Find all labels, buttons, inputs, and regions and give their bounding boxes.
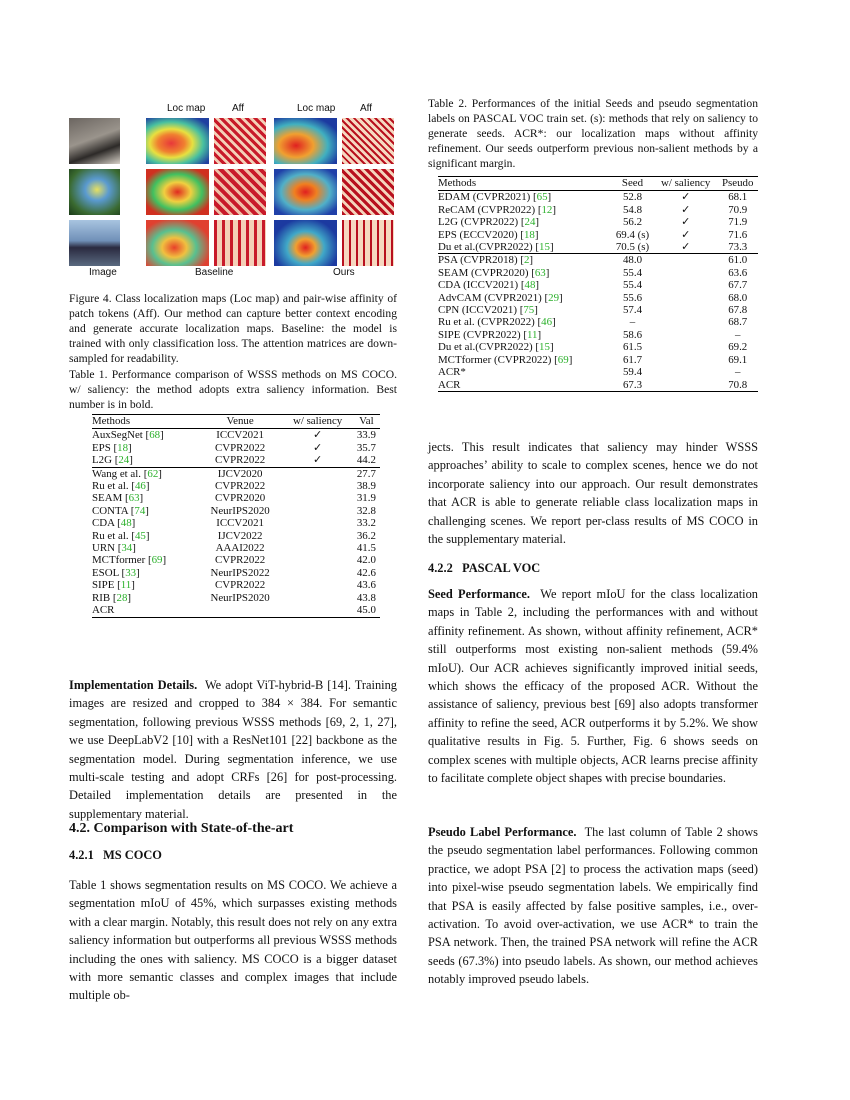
t1-row xyxy=(92,517,380,529)
t2-row xyxy=(438,254,758,267)
fig4-baseline-aff-person xyxy=(214,220,266,266)
t2-name: SEAM (CVPR2020) [63] xyxy=(438,266,550,279)
t1-val: 35.7 xyxy=(356,441,376,454)
t2-name: Du et al.(CVPR2022) [15] xyxy=(438,241,554,254)
t2-citation-link[interactable]: 75 xyxy=(523,304,535,317)
t2-pseudo: 67.8 xyxy=(728,304,748,317)
t1-venue: NeurIPS2022 xyxy=(210,566,270,579)
t2-sal xyxy=(654,279,718,291)
t2-citation-link[interactable]: 48 xyxy=(524,279,536,292)
fig4-image-person xyxy=(69,220,120,266)
t2-seed: 54.8 xyxy=(622,203,643,216)
t1-sal xyxy=(282,517,352,529)
t2-method-name: Du et al.(CVPR2022) xyxy=(438,341,533,354)
t1-sal: ✓ xyxy=(313,441,323,454)
fig4-baseline-locmap-cat xyxy=(146,118,209,164)
t1-val: 36.2 xyxy=(356,529,376,542)
t1-row xyxy=(92,480,380,492)
t1-method-name: SIPE xyxy=(92,579,115,592)
t1-sal xyxy=(282,567,352,579)
t1-saliency xyxy=(282,604,352,617)
t1-val: 43.8 xyxy=(356,591,376,604)
t2-citation-link[interactable]: 29 xyxy=(548,291,560,304)
t2-method: ACR xyxy=(438,378,461,391)
t1-citation-link[interactable]: 11 xyxy=(120,579,132,592)
t2-method-name: PSA (CVPR2018) xyxy=(438,254,518,267)
fig4-row-label-image: Image xyxy=(89,267,117,278)
t1-header-saliency: w/ saliency xyxy=(292,415,343,427)
t2-pseudo: 68.0 xyxy=(728,291,748,304)
t1-name: L2G [24] xyxy=(92,454,133,467)
t1-venue: CVPR2022 xyxy=(214,579,266,592)
t1-sal xyxy=(282,592,352,604)
t2-method-name: Du et al.(CVPR2022) xyxy=(438,241,533,254)
t2-method-name: MCTformer (CVPR2022) xyxy=(438,353,552,366)
t2-name: CDA (ICCV2021) [48] xyxy=(438,279,540,292)
figure-4 xyxy=(69,103,397,279)
t2-pseudo: 71.6 xyxy=(728,228,748,241)
t2-row xyxy=(438,279,758,291)
fig4-ours-locmap-cat xyxy=(274,118,337,164)
t1-row xyxy=(92,429,380,442)
t2-pseudo: 69.2 xyxy=(728,341,748,354)
t2-row xyxy=(438,329,758,341)
t2-method-name: EDAM (CVPR2021) xyxy=(438,191,531,204)
t2-row xyxy=(438,216,758,228)
t2-seed: 67.3 xyxy=(622,378,643,391)
t1-name: AuxSegNet [68] xyxy=(92,429,164,442)
t2-method-name: CPN (ICCV2021) xyxy=(438,304,517,317)
t2-pseudo: 61.0 xyxy=(728,254,748,267)
t1-citation-link[interactable]: 45 xyxy=(134,529,146,542)
t1-citation-link[interactable]: 34 xyxy=(121,542,133,555)
t1-venue: CVPR2022 xyxy=(214,441,266,454)
t2-row xyxy=(438,304,758,316)
t1-name: EPS [18] xyxy=(92,441,132,454)
t1-method: ACR xyxy=(92,604,115,617)
t1-row xyxy=(92,592,380,604)
t1-name: RIB [28] xyxy=(92,591,132,604)
fig4-col-label-aff-2: Aff xyxy=(360,103,373,114)
t1-sal xyxy=(282,467,352,480)
t1-citation-link[interactable]: 24 xyxy=(118,454,130,467)
t1-venue: CVPR2022 xyxy=(214,554,266,567)
t2-method-name: AdvCAM (CVPR2021) xyxy=(438,291,542,304)
t2-name: Ru et al. (CVPR2022) [46] xyxy=(438,316,556,329)
t2-method-name: SIPE (CVPR2022) xyxy=(438,328,521,341)
t1-venue: ICCV2021 xyxy=(216,429,265,442)
t2-sal: ✓ xyxy=(681,228,691,241)
seed-performance-paragraph xyxy=(428,585,758,787)
t2-name: Du et al.(CVPR2022) [15] xyxy=(438,341,554,354)
t1-sal xyxy=(282,505,352,517)
fig4-baseline-aff-cat xyxy=(214,118,266,164)
t2-pseudo: 69.1 xyxy=(728,353,748,366)
t1-venue: IJCV2020 xyxy=(217,467,263,480)
t2-seed: 61.5 xyxy=(622,341,643,354)
fig4-ours-aff-person xyxy=(342,220,394,266)
t2-seed: 52.8 xyxy=(622,191,643,204)
t2-seed: 55.4 xyxy=(622,279,643,292)
t2-name: L2G (CVPR2022) [24] xyxy=(438,216,540,229)
t1-venue: ICCV2021 xyxy=(216,517,265,530)
t1-citation-link[interactable]: 62 xyxy=(147,467,159,480)
fig4-col-label-aff-1: Aff xyxy=(232,103,245,114)
t1-venue: CVPR2022 xyxy=(214,454,266,467)
t2-name: PSA (CVPR2018) [2] xyxy=(438,254,534,267)
t2-row xyxy=(438,267,758,279)
t2-sal xyxy=(654,341,718,353)
fig4-col-label-locmap-2: Loc map xyxy=(297,103,336,114)
seed-performance-text: We report mIoU for the class localization maps in Table 2, including the performances with and without affinity refinement. As shown, without affinity refinement, ACR* still outperforms most existing non-salient methods (59.4% mIoU). Our ACR achieves significantly improved initial seeds, which shows the efficacy of the proposed ACR. Without the assistance of saliency, previous best [69] also adopts transformer affinity to refine the seed, ACR outperforms it by 5.2%. We show qualitative results in Fig. 5. Further, Fig. 6 shows seeds on complex scenes with multiple objects, ACR learns precise affinity to facilitate complete object shapes with precise boundaries. xyxy=(428,587,758,786)
t1-row xyxy=(92,530,380,542)
t2-pseudo: 63.6 xyxy=(728,266,748,279)
pseudo-label-text: The last column of Table 2 shows the pseudo segmentation label performances. Following common practice, we adopt PSA [2] to process the activation maps (seed) into pixel-wise pseudo segmentation labels. We empirically find that PSA is easily affected by false positive samples, i.e., over-activation. To avoid over-activation, we use ACR* to train the PSA network. Then, the trained PSA network will refine the ACR seeds (67.3%) into pseudo labels. As shown, our method achieves notably improved pseudo labels. xyxy=(428,825,758,987)
t2-sal: ✓ xyxy=(681,241,691,254)
t1-method-name: CDA xyxy=(92,517,115,530)
t2-method-name: EPS (ECCV2020) xyxy=(438,228,518,241)
t1-val: 43.6 xyxy=(356,579,376,592)
t2-pseudo: 68.7 xyxy=(728,316,748,329)
fig4-col-label-locmap-1: Loc map xyxy=(167,103,206,114)
t1-name: Wang et al. [62] xyxy=(92,467,162,480)
t1-citation-link[interactable]: 46 xyxy=(134,480,146,493)
implementation-details-heading: Implementation Details. xyxy=(69,678,198,692)
t1-citation-link[interactable]: 33 xyxy=(125,566,137,579)
t1-val: 38.9 xyxy=(356,480,376,493)
t2-seed: 58.6 xyxy=(622,328,643,341)
t2-sal xyxy=(654,316,718,328)
t1-venue: CVPR2020 xyxy=(214,492,266,505)
t2-citation-link[interactable]: 11 xyxy=(526,328,538,341)
t1-name: URN [34] xyxy=(92,542,136,555)
t2-name: CPN (ICCV2021) [75] xyxy=(438,304,538,317)
t2-pseudo: 67.7 xyxy=(728,279,748,292)
t1-val: 33.9 xyxy=(356,429,376,442)
t2-saliency xyxy=(654,379,718,392)
t2-method-name: L2G (CVPR2022) xyxy=(438,216,519,229)
section-4-2-2-title: 4.2.2 PASCAL VOC xyxy=(428,561,541,575)
t2-header-methods: Methods xyxy=(438,177,477,189)
t2-pseudo: 71.9 xyxy=(728,216,748,229)
t1-sal xyxy=(282,554,352,566)
t2-sal: ✓ xyxy=(681,216,691,229)
fig4-row-label-baseline: Baseline xyxy=(195,267,234,278)
t1-name: Ru et al. [46] xyxy=(92,480,150,493)
t1-venue: IJCV2022 xyxy=(217,529,263,542)
t1-header-venue: Venue xyxy=(226,415,254,427)
t1-method-name: ESOL xyxy=(92,566,119,579)
t2-name xyxy=(438,366,611,378)
t2-row xyxy=(438,316,758,328)
t1-sal xyxy=(282,480,352,492)
figure-4-caption: Figure 4. Class localization maps (Loc map) and pair-wise affinity of patch tokens (Aff). Our method can capture better context encoding and generate accurate localization maps. Baseline: the model is trained with only classification loss. The attention matrices are down-sampled for readability. xyxy=(69,292,397,365)
t1-method-name: URN xyxy=(92,542,115,555)
t2-seed: 55.4 xyxy=(622,266,643,279)
fig4-image-cat xyxy=(69,118,120,164)
t1-sal: ✓ xyxy=(313,454,323,467)
implementation-details-text: We adopt ViT-hybrid-B [14]. Training images are resized and cropped to 384 × 384. For semantic segmentation, following previous WSSS methods [69, 2, 1, 27], we use DeepLabV2 [10] with a ResNet101 [22] backbone as the segmentation model. During segmentation inference, we use multi-scale testing and adopt CRFs [26] for post-processing. Detailed implementation details are presented in the supplementary material. xyxy=(69,678,397,821)
t1-name: ESOL [33] xyxy=(92,566,140,579)
t2-pseudo: 73.3 xyxy=(728,241,748,254)
t1-method-name: Wang et al. xyxy=(92,467,142,480)
t2-sal xyxy=(654,304,718,316)
t1-citation-link[interactable]: 18 xyxy=(117,441,129,454)
t2-row xyxy=(438,366,758,378)
t1-name: CDA [48] xyxy=(92,517,136,530)
t2-seed: 61.7 xyxy=(622,353,643,366)
t1-row-acr xyxy=(92,604,380,617)
t1-citation-link[interactable]: 63 xyxy=(128,492,140,505)
t1-method-name: RIB xyxy=(92,591,111,604)
t1-name: Ru et al. [45] xyxy=(92,529,150,542)
t2-pseudo: – xyxy=(734,366,741,379)
table-2-caption: Table 2. Performances of the initial Seeds and pseudo segmentation labels on PASCAL VOC train set. (s): methods that rely on saliency to generate seeds. ACR*: our localization maps without affinity refinement. Our seeds outperform previous non-salient methods by a significant margin. xyxy=(428,97,758,170)
t2-seed: 56.2 xyxy=(622,216,643,229)
t1-method-name: MCTformer xyxy=(92,554,146,567)
t2-row xyxy=(438,241,758,254)
t1-val: 27.7 xyxy=(356,467,376,480)
t2-row xyxy=(438,204,758,216)
t1-val: 41.5 xyxy=(356,542,376,555)
t1-sal xyxy=(282,579,352,591)
t1-val: 44.2 xyxy=(356,454,376,467)
t1-val: 31.9 xyxy=(356,492,376,505)
t1-citation-link[interactable]: 48 xyxy=(120,517,132,530)
t2-citation-link[interactable]: 12 xyxy=(541,203,553,216)
t1-name: SIPE [11] xyxy=(92,579,135,592)
t1-val: 33.2 xyxy=(356,517,376,530)
table-1 xyxy=(92,414,380,618)
t2-seed: 55.6 xyxy=(622,291,643,304)
t2-row-acr xyxy=(438,379,758,392)
t1-method-name: AuxSegNet xyxy=(92,429,143,442)
t1-name: SEAM [63] xyxy=(92,492,144,505)
t2-method-name: ReCAM (CVPR2022) xyxy=(438,203,536,216)
t2-name: SIPE (CVPR2022) [11] xyxy=(438,328,542,341)
pseudo-label-heading: Pseudo Label Performance. xyxy=(428,825,577,839)
t2-citation-link[interactable]: 46 xyxy=(541,316,553,329)
t2-sal xyxy=(654,292,718,304)
t1-venue: NeurIPS2020 xyxy=(210,504,270,517)
t2-pseudo: 70.8 xyxy=(728,378,748,391)
fig4-baseline-locmap-bird xyxy=(146,169,209,215)
t1-header-val: Val xyxy=(359,415,374,427)
t1-citation-link[interactable]: 28 xyxy=(116,591,128,604)
t2-name: MCTformer (CVPR2022) [69] xyxy=(438,353,573,366)
pseudo-label-paragraph xyxy=(428,823,758,989)
fig4-ours-locmap-bird xyxy=(274,169,337,215)
t1-val: 32.8 xyxy=(356,504,376,517)
t1-sal xyxy=(282,542,352,554)
t2-sal xyxy=(654,267,718,279)
t1-name: CONTA [74] xyxy=(92,504,149,517)
fig4-row-label-ours: Ours xyxy=(333,267,355,278)
t2-row xyxy=(438,229,758,241)
fig4-ours-locmap-person xyxy=(274,220,337,266)
t1-header-methods: Methods xyxy=(92,415,131,427)
t1-sal xyxy=(282,530,352,542)
t1-val: 42.0 xyxy=(356,554,376,567)
t2-citation-link[interactable]: 18 xyxy=(523,228,535,241)
t2-seed: 70.5 (s) xyxy=(615,241,650,254)
t1-sal xyxy=(282,492,352,504)
t2-citation-link[interactable]: 63 xyxy=(534,266,546,279)
t2-citation-link[interactable]: 69 xyxy=(557,353,569,366)
t1-method-name: Ru et al. xyxy=(92,480,129,493)
t2-citation-link[interactable]: 15 xyxy=(539,341,550,354)
t1-name: MCTformer [69] xyxy=(92,554,167,567)
section-4-2-title: 4.2. Comparison with State-of-the-art xyxy=(69,821,294,836)
t1-method-name: CONTA xyxy=(92,504,129,517)
t2-seed: 57.4 xyxy=(622,304,643,317)
t2-sal xyxy=(654,366,718,378)
t1-method-name: L2G xyxy=(92,454,112,467)
t1-sal: ✓ xyxy=(313,429,323,442)
t2-citation-link[interactable]: 65 xyxy=(536,191,548,204)
t1-val: 45.0 xyxy=(356,604,376,617)
t2-seed: 59.4 xyxy=(622,366,643,379)
t2-sal: ✓ xyxy=(681,203,691,216)
t2-pseudo: – xyxy=(734,328,741,341)
t1-venue: AAAI2022 xyxy=(215,542,265,555)
t2-header-pseudo: Pseudo xyxy=(721,177,754,189)
t1-row xyxy=(92,505,380,517)
t2-name: EDAM (CVPR2021) [65] xyxy=(438,191,552,204)
fig4-ours-aff-bird xyxy=(342,169,394,215)
implementation-details-paragraph xyxy=(69,676,397,823)
seed-performance-heading: Seed Performance. xyxy=(428,587,530,601)
t1-row xyxy=(92,492,380,504)
t2-sal xyxy=(654,354,718,366)
t2-name: AdvCAM (CVPR2021) [29] xyxy=(438,291,563,304)
t2-citation-link[interactable]: 24 xyxy=(524,216,536,229)
t2-sal xyxy=(654,254,718,267)
section-4-2-1-title: 4.2.1 MS COCO xyxy=(69,848,162,862)
t2-method-name: ACR* xyxy=(438,366,466,379)
t2-method-name: CDA (ICCV2021) xyxy=(438,279,519,292)
t2-header-seed: Seed xyxy=(621,177,644,189)
ms-coco-paragraph: Table 1 shows segmentation results on MS COCO. We achieve a segmentation mIoU of 45%, which surpasses existing methods with a clear margin. Notably, this result does not rely on any extra saliency information but outperforms all previous WSSS methods including the ones with saliency. MS COCO is a bigger dataset with more semantic classes and complex images that include multiple ob- xyxy=(69,878,397,1003)
t1-method-name: SEAM xyxy=(92,492,123,505)
t2-sal: ✓ xyxy=(681,191,691,204)
fig4-image-bird xyxy=(69,169,120,215)
t1-method-name: Ru et al. xyxy=(92,529,129,542)
t1-citation-link[interactable]: 74 xyxy=(134,504,146,517)
t2-row xyxy=(438,191,758,204)
t2-row xyxy=(438,292,758,304)
fig4-baseline-locmap-person xyxy=(146,220,209,266)
t1-row xyxy=(92,542,380,554)
t1-row xyxy=(92,579,380,591)
t2-row xyxy=(438,341,758,353)
t2-citation-link[interactable]: 2 xyxy=(523,254,530,267)
t2-sal xyxy=(654,329,718,341)
t2-citation-link[interactable]: 15 xyxy=(539,241,550,254)
t2-pseudo: 68.1 xyxy=(728,191,748,204)
t1-venue: CVPR2022 xyxy=(214,480,266,493)
t2-method-name: SEAM (CVPR2020) xyxy=(438,266,529,279)
t2-seed: 69.4 (s) xyxy=(615,228,650,241)
t1-row xyxy=(92,567,380,579)
t2-name: EPS (ECCV2020) [18] xyxy=(438,228,539,241)
table-2 xyxy=(438,176,758,392)
t2-header-saliency: w/ saliency xyxy=(661,177,711,189)
t1-citation-link[interactable]: 69 xyxy=(151,554,163,567)
t2-pseudo: 70.9 xyxy=(728,203,748,216)
t1-venue: NeurIPS2020 xyxy=(210,591,270,604)
t2-name: ReCAM (CVPR2022) [12] xyxy=(438,203,557,216)
t2-seed: 48.0 xyxy=(622,254,643,267)
t2-seed: – xyxy=(629,316,636,329)
t1-venue xyxy=(198,604,283,617)
t1-row xyxy=(92,554,380,566)
t1-method-name: EPS xyxy=(92,441,111,454)
fig4-ours-aff-cat xyxy=(342,118,394,164)
t1-row xyxy=(92,442,380,454)
t1-val: 42.6 xyxy=(356,566,376,579)
fig4-baseline-aff-bird xyxy=(214,169,266,215)
t2-row xyxy=(438,354,758,366)
table-1-caption: Table 1. Performance comparison of WSSS methods on MS COCO. w/ saliency: the method adopts extra saliency information. Best number is in bold. xyxy=(69,368,397,411)
t2-method-name: Ru et al. (CVPR2022) xyxy=(438,316,535,329)
coco-continuation-paragraph: jects. This result indicates that saliency may hinder WSSS approaches’ ability to scale to complex scenes, hence we do not incorporate saliency into our approach. Our result demonstrates that ACR is able to generate reliable class localization maps in challenging scenes. We report per-class results of MS COCO in the supplementary material. xyxy=(428,440,758,547)
t1-citation-link[interactable]: 68 xyxy=(149,429,161,442)
t1-row xyxy=(92,454,380,467)
t1-row xyxy=(92,467,380,480)
